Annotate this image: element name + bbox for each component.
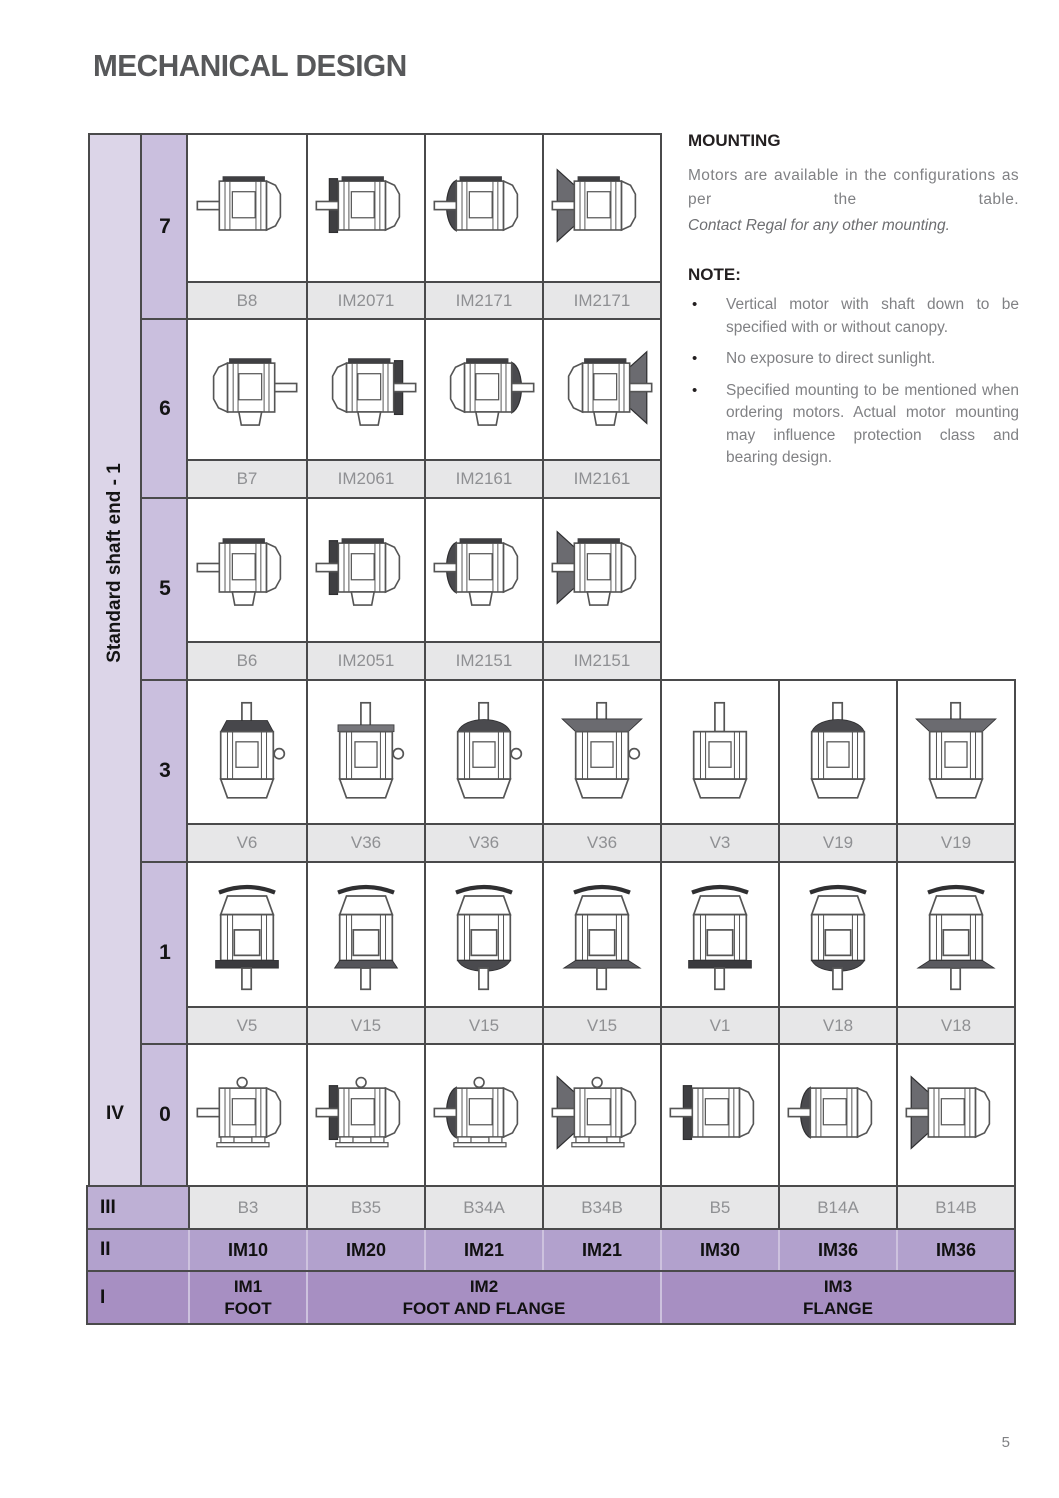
motor-icon bbox=[309, 159, 423, 257]
roman-iv-label: IV bbox=[106, 1103, 124, 1124]
motor-icon bbox=[190, 341, 304, 439]
mounting-heading: MOUNTING bbox=[688, 131, 781, 150]
table-band bbox=[86, 1185, 1016, 1228]
designation-cell: V18 bbox=[778, 1008, 896, 1043]
motor-cell bbox=[542, 135, 660, 281]
motor-icon bbox=[190, 521, 304, 619]
row-number-cell: 5 bbox=[140, 497, 188, 679]
motor-cell bbox=[188, 135, 306, 281]
motor-cell bbox=[188, 499, 306, 641]
motor-icon bbox=[433, 879, 535, 991]
motor-icon bbox=[545, 341, 659, 439]
motor-icon bbox=[545, 521, 659, 619]
motor-icon bbox=[781, 1066, 895, 1164]
designation-cell: B35 bbox=[306, 1187, 424, 1228]
designation-cell: V36 bbox=[306, 825, 424, 861]
mount-group-name: FOOT bbox=[224, 1298, 272, 1318]
motor-cell bbox=[306, 499, 424, 641]
im-code-cell: IM36 bbox=[896, 1230, 1014, 1270]
shaft-end-label: Standard shaft end - 1 bbox=[104, 463, 125, 663]
table-band bbox=[86, 1270, 1016, 1325]
motor-icon bbox=[551, 696, 653, 808]
note-heading: NOTE: bbox=[688, 265, 741, 285]
mount-group-cell bbox=[306, 1272, 660, 1323]
designation-cell: V3 bbox=[660, 825, 778, 861]
motor-icon bbox=[309, 1066, 423, 1164]
table-band bbox=[186, 823, 1016, 861]
motor-cell bbox=[188, 681, 306, 823]
designation-cell: B34A bbox=[424, 1187, 542, 1228]
designation-cell: IM2061 bbox=[306, 461, 424, 497]
motor-icon bbox=[433, 696, 535, 808]
mounting-italic-note: Contact Regal for any other mounting. bbox=[688, 217, 950, 235]
table-band bbox=[186, 1043, 1016, 1185]
designation-cell: V18 bbox=[896, 1008, 1014, 1043]
mount-group-code: IM3 bbox=[823, 1277, 853, 1297]
mount-group-cell bbox=[188, 1272, 306, 1323]
im-code-cell: IM21 bbox=[424, 1230, 542, 1270]
motor-cell bbox=[778, 863, 896, 1006]
designation-cell: B6 bbox=[188, 643, 306, 679]
note-text: No exposure to direct sunlight. bbox=[726, 350, 936, 368]
motor-icon bbox=[551, 879, 653, 991]
motor-cell bbox=[306, 863, 424, 1006]
designation-cell: V19 bbox=[896, 825, 1014, 861]
motor-icon bbox=[905, 696, 1007, 808]
table-band bbox=[186, 281, 662, 318]
designation-cell: V15 bbox=[306, 1008, 424, 1043]
motor-cell bbox=[306, 681, 424, 823]
designation-cell: IM2161 bbox=[424, 461, 542, 497]
motor-cell bbox=[542, 681, 660, 823]
designation-cell: IM2151 bbox=[542, 643, 660, 679]
motor-icon bbox=[315, 879, 417, 991]
designation-cell: V36 bbox=[542, 825, 660, 861]
designation-cell: B34B bbox=[542, 1187, 660, 1228]
note-text: Specified mounting to be mentioned when ordering motors. Actual motor mounting may influence protection class and bearing design. bbox=[726, 381, 1019, 467]
designation-cell: B14B bbox=[896, 1187, 1014, 1228]
table-band bbox=[186, 641, 662, 679]
motor-cell bbox=[896, 681, 1014, 823]
im-code-cell: IM36 bbox=[778, 1230, 896, 1270]
designation-cell: IM2171 bbox=[424, 283, 542, 318]
designation-cell: V6 bbox=[188, 825, 306, 861]
im-code-cell: IM21 bbox=[542, 1230, 660, 1270]
designation-cell: IM2171 bbox=[542, 283, 660, 318]
motor-cell bbox=[424, 1045, 542, 1185]
bullet-icon: • bbox=[692, 350, 698, 368]
motor-icon bbox=[545, 1066, 659, 1164]
bullet-icon: • bbox=[692, 296, 698, 314]
side-panel bbox=[688, 131, 1019, 470]
designation-cell: V19 bbox=[778, 825, 896, 861]
motor-icon bbox=[545, 159, 659, 257]
row-number-cell: 6 bbox=[140, 318, 188, 497]
motor-cell bbox=[542, 320, 660, 459]
row-number-cell: 3 bbox=[140, 679, 188, 861]
motor-icon bbox=[427, 159, 541, 257]
mount-group-code: IM1 bbox=[233, 1277, 263, 1297]
designation-cell: B3 bbox=[188, 1187, 306, 1228]
bullet-icon: • bbox=[692, 381, 698, 399]
designation-cell: V15 bbox=[542, 1008, 660, 1043]
table-band bbox=[186, 459, 662, 497]
motor-icon bbox=[905, 879, 1007, 991]
motor-icon bbox=[663, 1066, 777, 1164]
designation-cell: V36 bbox=[424, 825, 542, 861]
motor-cell bbox=[660, 1045, 778, 1185]
page-number: 5 bbox=[1001, 1434, 1010, 1451]
motor-cell bbox=[660, 681, 778, 823]
designation-cell: IM2161 bbox=[542, 461, 660, 497]
motor-icon bbox=[899, 1066, 1013, 1164]
table-band bbox=[186, 1006, 1016, 1043]
mount-group-cell bbox=[660, 1272, 1014, 1323]
motor-cell bbox=[306, 135, 424, 281]
motor-cell bbox=[896, 1045, 1014, 1185]
motor-cell bbox=[424, 135, 542, 281]
table-band bbox=[186, 318, 662, 459]
mounting-text: Motors are available in the configurations as per the table. bbox=[688, 167, 1019, 209]
table-band bbox=[86, 1228, 1016, 1270]
motor-cell bbox=[424, 320, 542, 459]
page-title: MECHANICAL DESIGN bbox=[93, 48, 407, 83]
motor-icon bbox=[427, 1066, 541, 1164]
motor-cell bbox=[424, 499, 542, 641]
motor-cell bbox=[424, 863, 542, 1006]
note-item bbox=[688, 380, 1019, 470]
designation-cell: V15 bbox=[424, 1008, 542, 1043]
im-code-cell: IM20 bbox=[306, 1230, 424, 1270]
mount-group-code: IM2 bbox=[469, 1277, 499, 1297]
motor-cell bbox=[306, 320, 424, 459]
motor-icon bbox=[427, 521, 541, 619]
designation-cell: IM2051 bbox=[306, 643, 424, 679]
roman-ii-cell: II bbox=[88, 1230, 188, 1270]
row-number-cell: 1 bbox=[140, 861, 188, 1043]
motor-cell bbox=[188, 863, 306, 1006]
row-number-cell: 0 bbox=[140, 1043, 188, 1185]
im-code-cell: IM10 bbox=[188, 1230, 306, 1270]
motor-icon bbox=[190, 159, 304, 257]
motor-icon bbox=[315, 696, 417, 808]
motor-icon bbox=[787, 696, 889, 808]
motor-icon bbox=[196, 879, 298, 991]
designation-cell: V1 bbox=[660, 1008, 778, 1043]
motor-cell bbox=[424, 681, 542, 823]
table-band bbox=[186, 679, 1016, 823]
motor-icon bbox=[669, 879, 771, 991]
motor-cell bbox=[542, 499, 660, 641]
table-band bbox=[186, 497, 662, 641]
designation-cell: B8 bbox=[188, 283, 306, 318]
motor-icon bbox=[190, 1066, 304, 1164]
motor-icon bbox=[196, 696, 298, 808]
mount-group-name: FLANGE bbox=[803, 1298, 873, 1318]
motor-icon bbox=[787, 879, 889, 991]
motor-cell bbox=[188, 320, 306, 459]
designation-cell: B7 bbox=[188, 461, 306, 497]
note-item bbox=[688, 294, 1019, 339]
designation-cell: V5 bbox=[188, 1008, 306, 1043]
designation-cell: B5 bbox=[660, 1187, 778, 1228]
designation-cell: B14A bbox=[778, 1187, 896, 1228]
motor-cell bbox=[306, 1045, 424, 1185]
motor-icon bbox=[309, 521, 423, 619]
note-text: Vertical motor with shaft down to be specified with or without canopy. bbox=[726, 296, 1019, 336]
row-number-cell: 7 bbox=[140, 133, 188, 318]
table-band bbox=[186, 133, 662, 281]
roman-i-cell: I bbox=[88, 1272, 188, 1323]
motor-cell bbox=[778, 1045, 896, 1185]
motor-cell bbox=[542, 863, 660, 1006]
motor-cell bbox=[778, 681, 896, 823]
motor-icon bbox=[309, 341, 423, 439]
motor-cell bbox=[896, 863, 1014, 1006]
note-item bbox=[688, 348, 1019, 370]
designation-cell: IM2071 bbox=[306, 283, 424, 318]
table-band bbox=[186, 861, 1016, 1006]
motor-icon bbox=[669, 696, 771, 808]
motor-cell bbox=[188, 1045, 306, 1185]
mount-group-name: FOOT AND FLANGE bbox=[402, 1298, 566, 1318]
motor-cell bbox=[660, 863, 778, 1006]
roman-iii-cell: III bbox=[88, 1187, 188, 1228]
motor-icon bbox=[427, 341, 541, 439]
im-code-cell: IM30 bbox=[660, 1230, 778, 1270]
motor-cell bbox=[542, 1045, 660, 1185]
shaft-end-column bbox=[88, 133, 140, 1185]
designation-cell: IM2151 bbox=[424, 643, 542, 679]
